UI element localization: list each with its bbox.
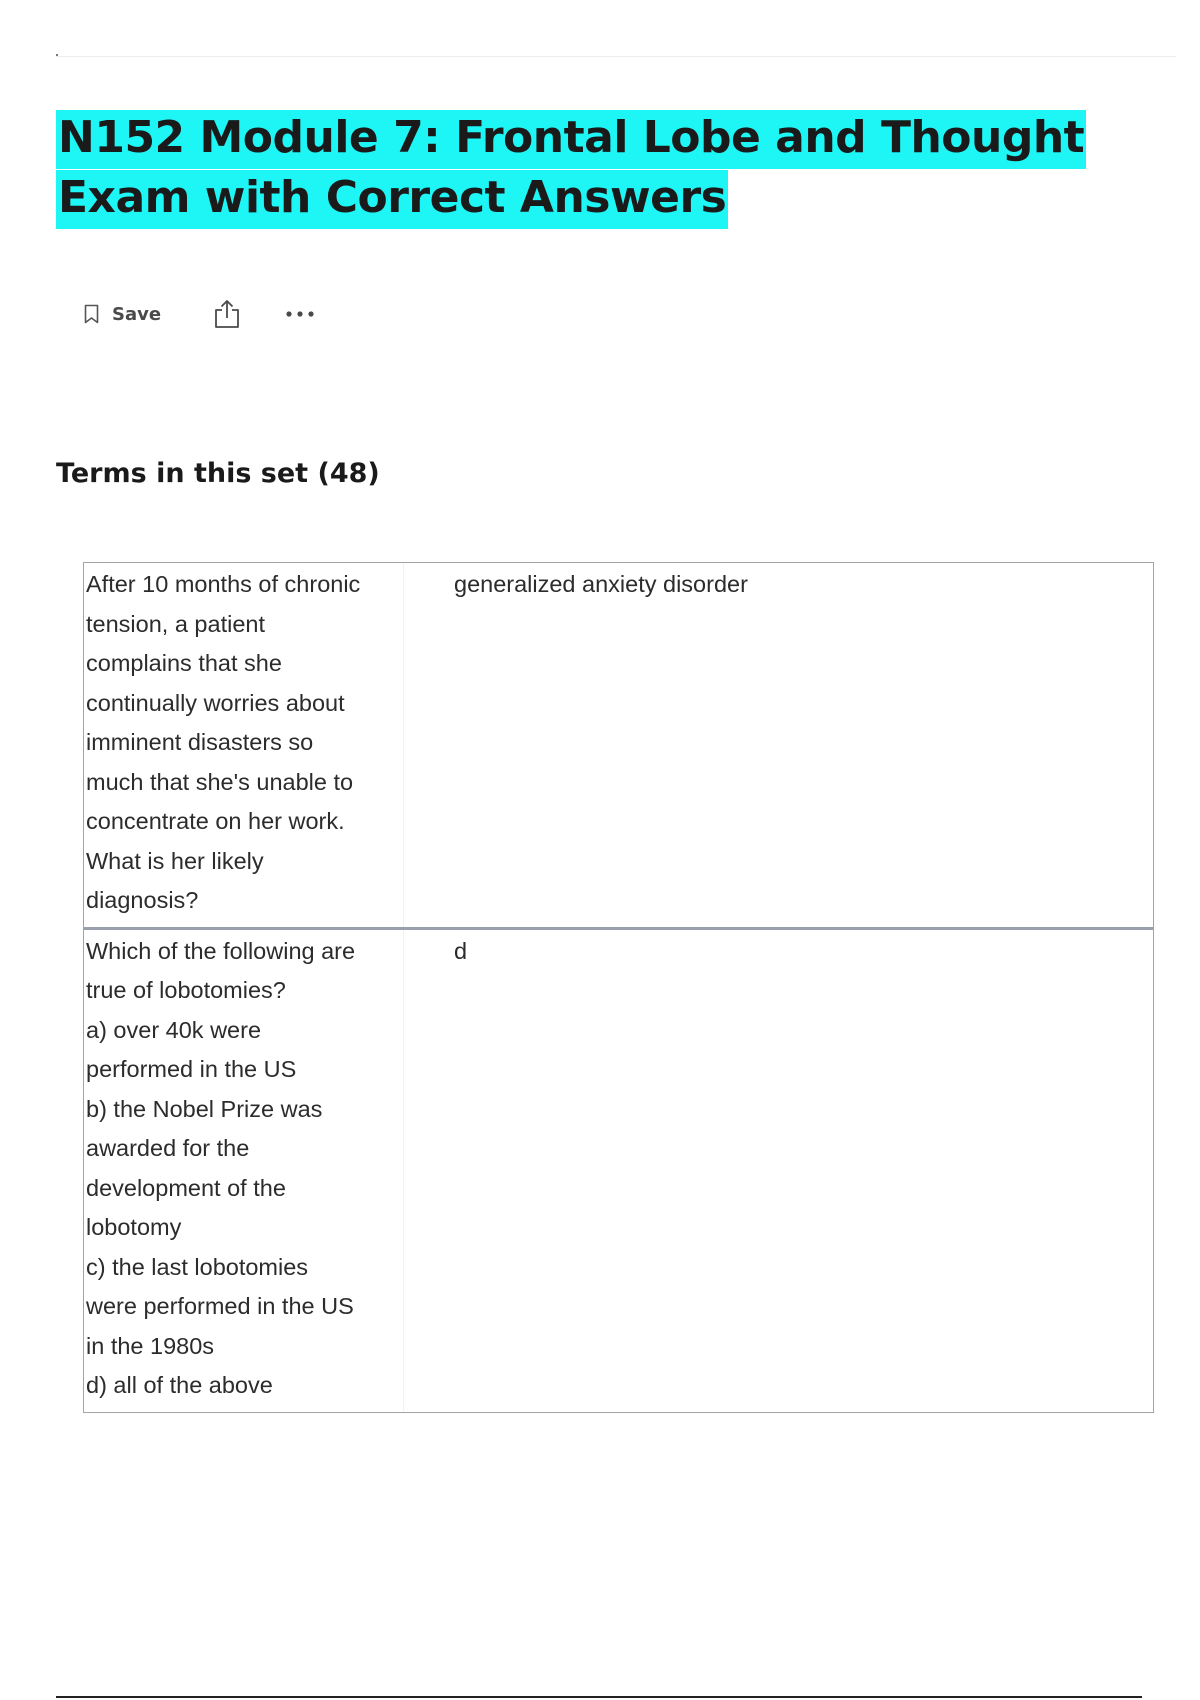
bookmark-icon	[84, 304, 99, 324]
term-question: Which of the following are true of lobotomies? a) over 40k were performed in the US b) the Nobel Prize was awarded for the development of the lobotomy c) the last lobotomies were performed in the US in the 1980s d) all of the above	[84, 930, 404, 1412]
share-icon	[213, 299, 241, 329]
term-card	[83, 930, 1154, 1413]
action-toolbar	[84, 296, 315, 332]
terms-list	[83, 562, 1154, 1413]
term-card	[83, 562, 1154, 930]
more-options-button[interactable]	[285, 310, 315, 318]
terms-count-heading: Terms in this set (48)	[56, 458, 380, 489]
more-horizontal-icon	[285, 310, 315, 318]
bottom-divider	[56, 1696, 1142, 1698]
term-question: After 10 months of chronic tension, a patient complains that she continually worries about imminent disasters so much that she's unable to concentrate on her work. What is her likely diagnosis?	[84, 563, 404, 927]
share-button[interactable]	[213, 299, 241, 329]
page-title	[56, 108, 1136, 228]
save-button-label: Save	[112, 303, 162, 325]
save-button[interactable]	[84, 304, 161, 325]
term-answer: d	[454, 937, 468, 964]
page-title-text: N152 Module 7: Frontal Lobe and Thought Exam with Correct Answers	[56, 110, 1086, 229]
top-divider	[56, 56, 1176, 57]
term-answer: generalized anxiety disorder	[454, 571, 748, 597]
